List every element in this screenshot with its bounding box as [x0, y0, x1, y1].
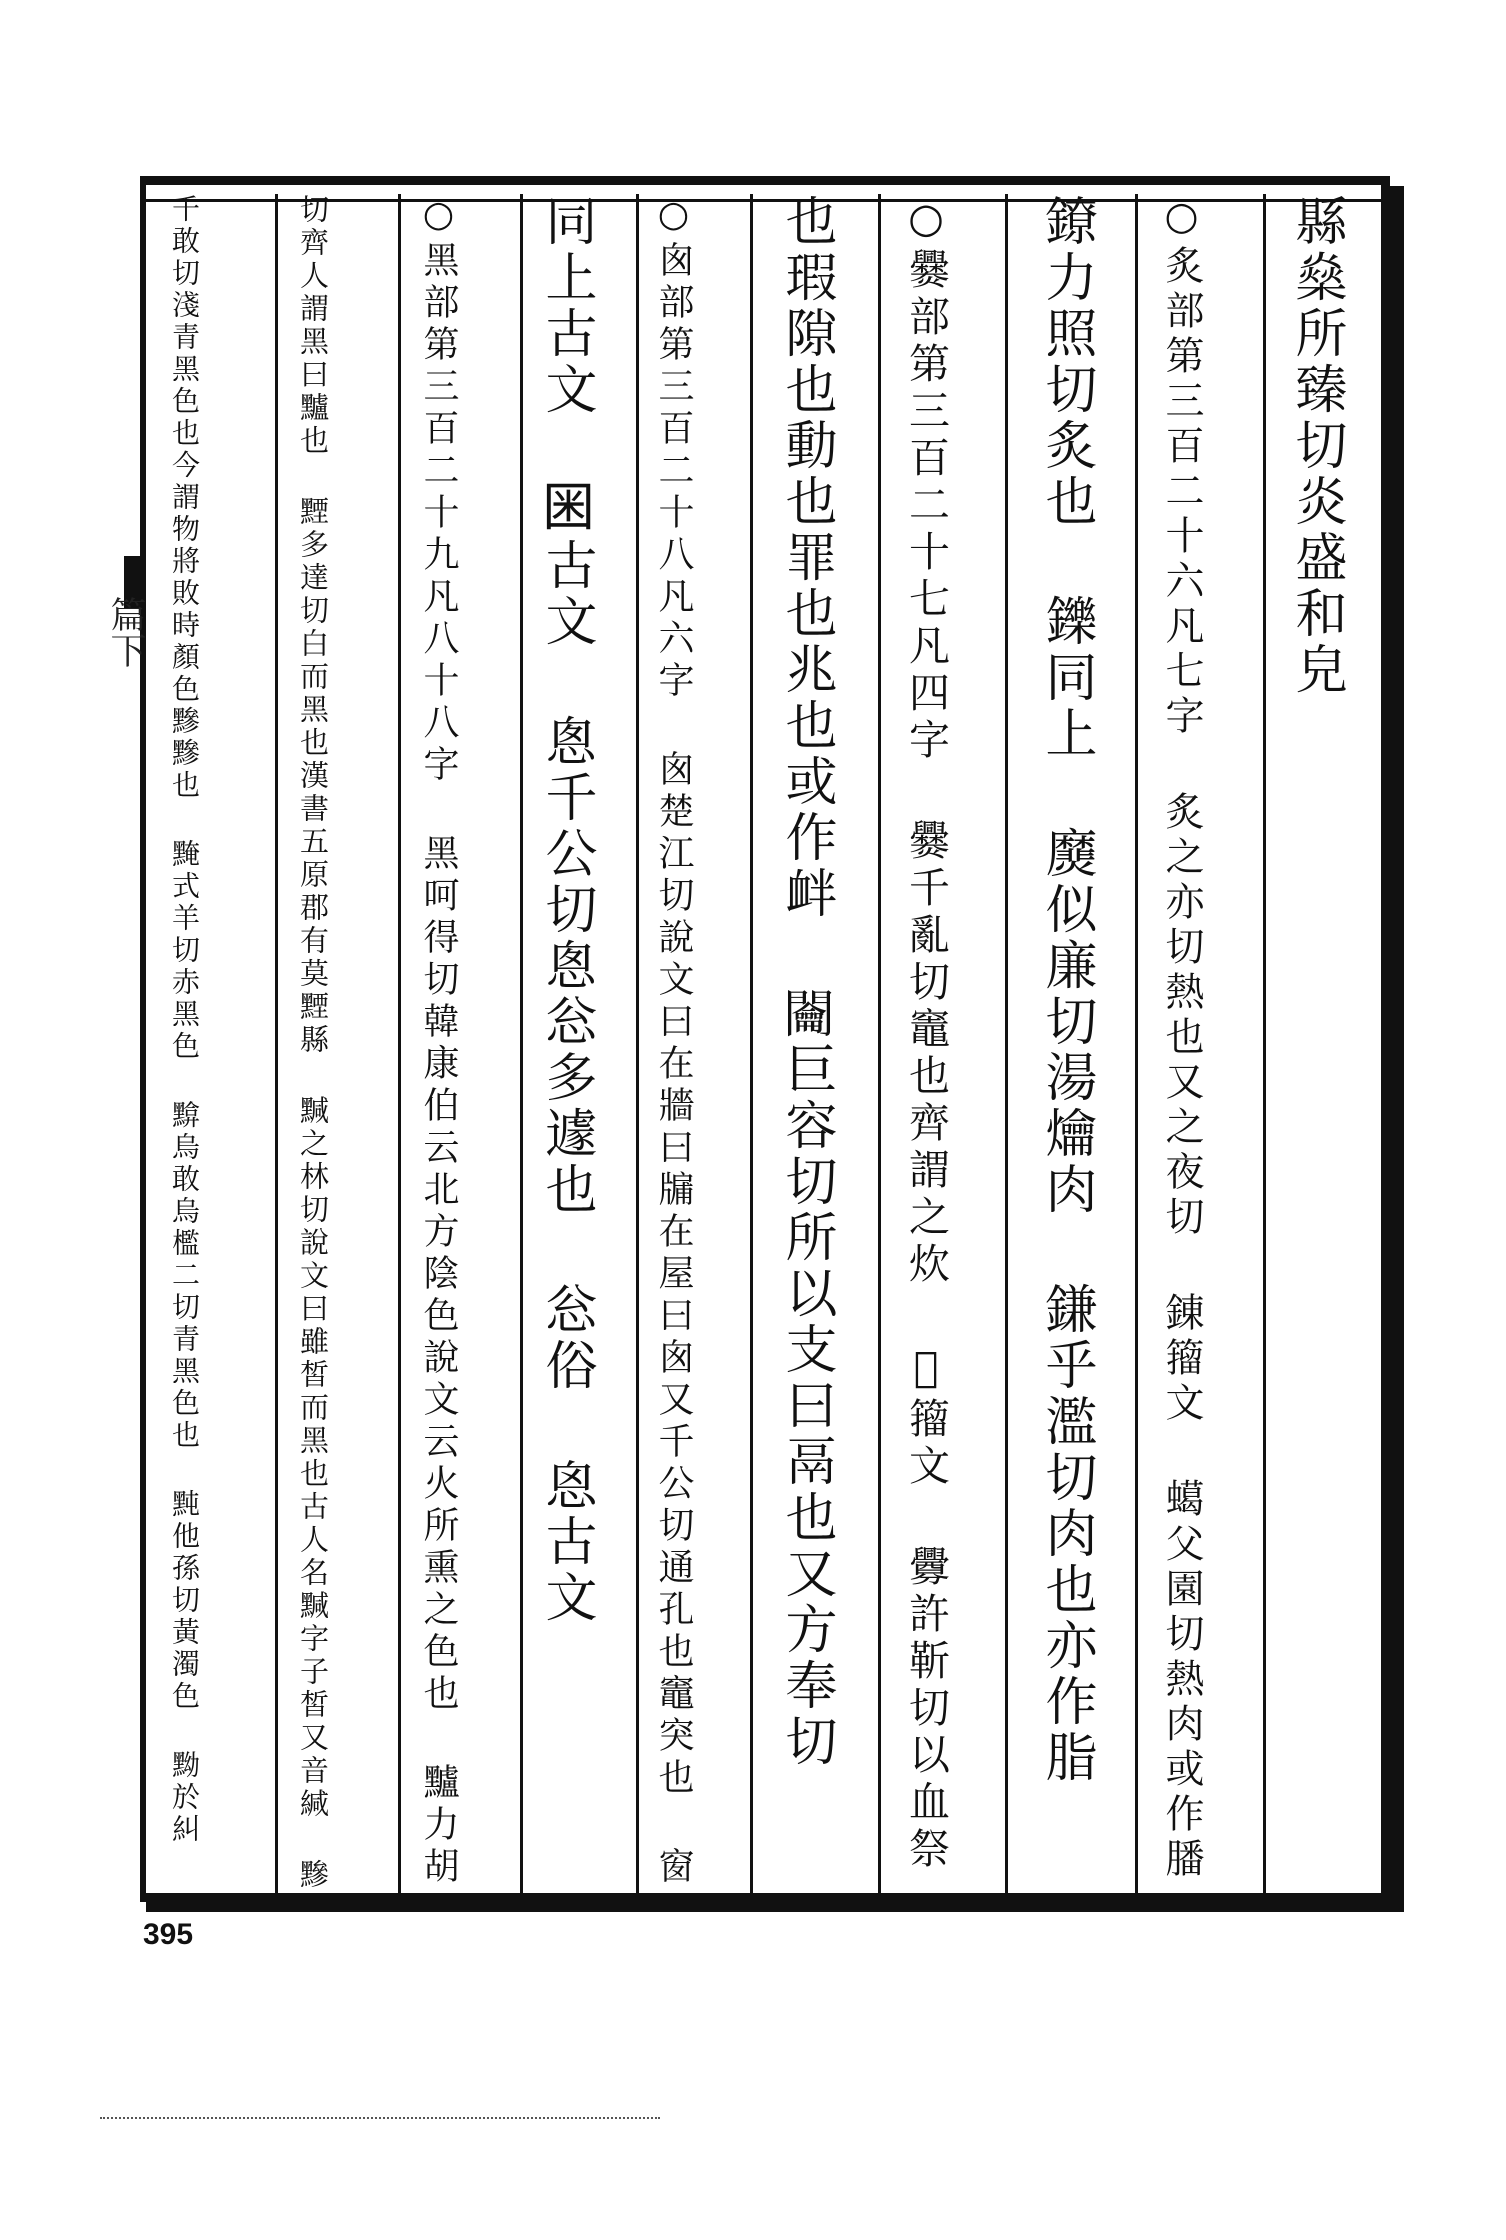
page-bottom-shadow: [146, 1902, 1404, 1912]
column-rule: [750, 194, 753, 1899]
text-column-10: 千敢切淺青黑色也今謂物將敗時顏色黲黲也 黤式羊切赤黑色 黭烏敢烏檻二切青黑色也 黗他孫切黃濁色 黝於糾: [168, 194, 201, 1846]
text-column-5: 也瑕隙也動也罪也兆也或作衅 𨷲巨容切所以支曰鬲也又方奉切: [776, 194, 836, 1770]
text-column-8: ○黑部第三百二十九凡八十八字 黑呵得切韓康伯云北方陰色說文云火所熏之色也 黸力胡: [418, 194, 459, 1889]
text-column-1: 縣燊所臻切炎盛和皃: [1286, 194, 1346, 698]
column-rule: [398, 194, 401, 1899]
column-rule: [520, 194, 523, 1899]
text-column-4: ○爨部第三百二十七凡四字 爨千亂切竈也齊謂之炊 𤑎籀文 釁許靳切以血祭: [902, 194, 950, 1874]
text-column-6: ○囪部第三百二十八凡六字 囪楚江切說文曰在牆曰牖在屋曰囪又千公切通孔也竈突也 窗: [653, 194, 694, 1889]
column-rule: [1263, 194, 1266, 1899]
column-rule: [275, 194, 278, 1899]
page-edge-shadow: [1390, 186, 1404, 1912]
page-number: 395: [143, 1918, 194, 1951]
text-column-7: 同上古文 𡇒古文 悤千公切悤忩多遽也 忩俗 恖古文: [536, 194, 596, 1626]
text-column-2: ○炙部第三百二十六凡七字 炙之亦切熱也又之夜切 錬籀文 䗶父園切熱肉或作膰: [1159, 194, 1204, 1883]
gutter-label: 篇下: [105, 596, 146, 668]
text-column-9: 切齊人謂黑曰黸也 黫多達切白而黑也漢書五原郡有莫黫縣 黬之林切說文曰雖皙而黑也古人名黬字子皙又音緘 黲: [296, 194, 330, 1892]
column-rule: [1135, 194, 1138, 1899]
column-rule: [636, 194, 639, 1899]
text-column-3: 鐐力照切炙也 鑠同上 㸏似廉切湯爚肉 鎌乎濫切肉也亦作脂: [1036, 194, 1096, 1786]
column-rule: [878, 194, 881, 1899]
column-rule: [1005, 194, 1008, 1899]
scan-artifact-line: [100, 2117, 660, 2119]
